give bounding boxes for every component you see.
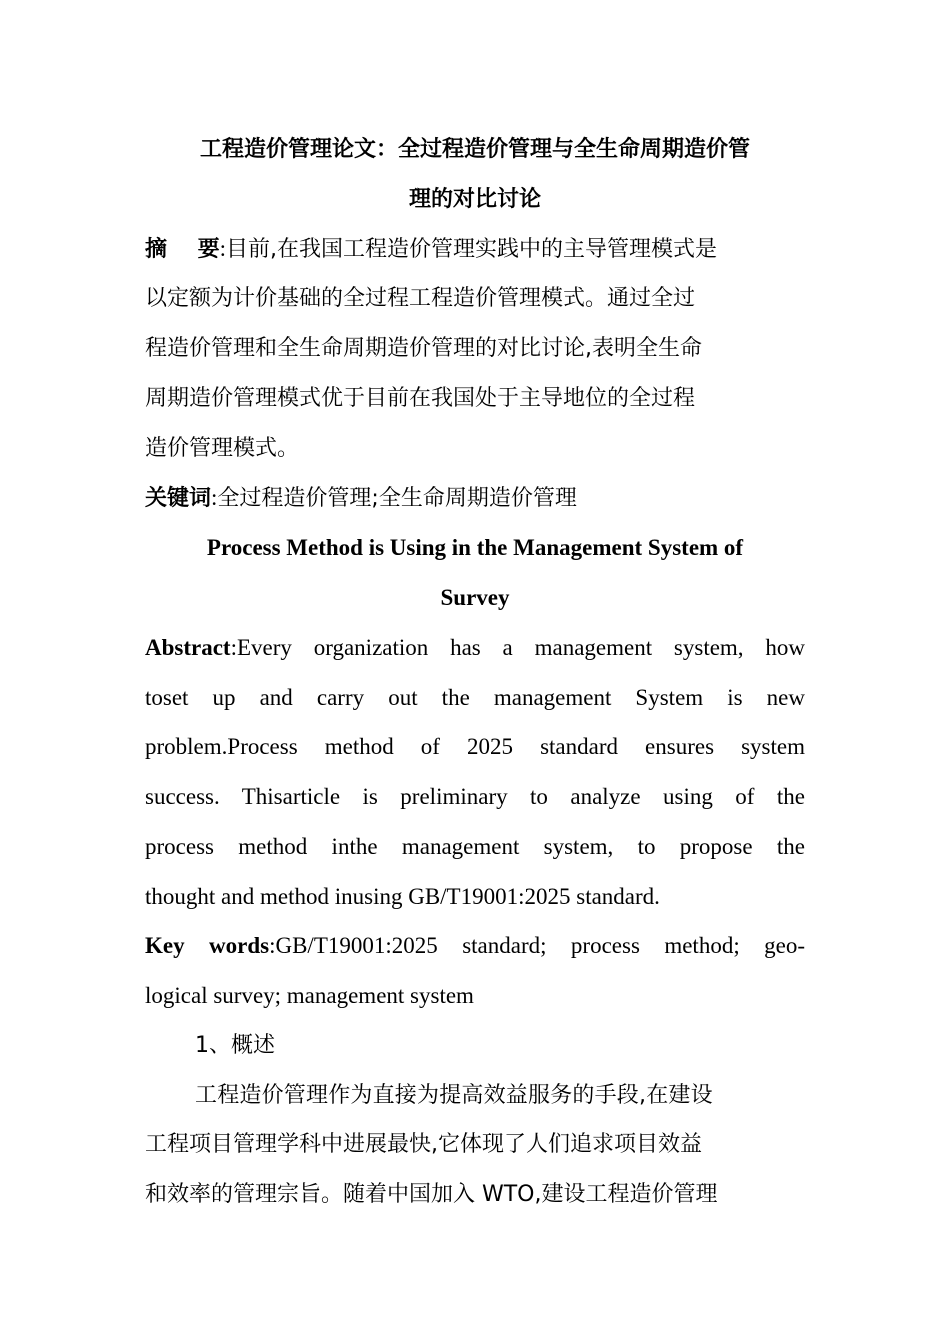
abstract-cn-line-1: [145, 234, 805, 265]
abstract-cn-line-3: 程造价管理和全生命周期造价管理的对比讨论,表明全生命: [145, 336, 702, 361]
keywords-en-text: GB/T19001:2025 standard; process method; geo-: [275, 933, 805, 958]
abstract-en-line-4: success. Thisarticle is preliminary to analyze using of the: [145, 784, 805, 809]
abstract-cn-separator: :: [219, 236, 227, 261]
keywords-en-separator: :: [269, 933, 276, 958]
abstract-en-text: Every organization has a management system, how: [236, 635, 805, 660]
keywords-cn-label: 关键词: [145, 486, 212, 511]
keywords-cn: [145, 483, 805, 514]
keywords-cn-separator: :: [211, 485, 218, 510]
abstract-cn-text: 目前,在我国工程造价管理实践中的主导管理模式是: [226, 237, 718, 262]
title-en-line-2: Survey: [440, 585, 510, 610]
abstract-cn-line-2: 以定额为计价基础的全过程工程造价管理模式。通过全过: [145, 286, 696, 311]
keywords-en-line-1: [145, 931, 805, 961]
abstract-en-line-5: process method inthe management system, to propose the: [145, 834, 805, 859]
keywords-en-line-2: logical survey; management system: [145, 983, 474, 1008]
keywords-cn-text: 全过程造价管理;全生命周期造价管理: [217, 486, 577, 511]
title-cn-line-1: 工程造价管理论文：全过程造价管理与全生命周期造价管: [199, 137, 750, 162]
abstract-en-line-1: [145, 633, 805, 663]
abstract-cn-label: 摘 要: [145, 237, 220, 262]
abstract-cn-line-5: 造价管理模式。: [145, 436, 300, 461]
keywords-en-label: Key words: [145, 933, 270, 958]
title-en-line-1: Process Method is Using in the Management System of: [206, 535, 744, 560]
section-1-line-3: 和效率的管理宗旨。随着中国加入 WTO,建设工程造价管理: [145, 1182, 718, 1207]
section-1-line-2: 工程项目管理学科中进展最快,它体现了人们追求项目效益: [145, 1132, 702, 1157]
section-1-line-1: 工程造价管理作为直接为提高效益服务的手段,在建设: [195, 1083, 713, 1108]
title-cn-line-2: 理的对比讨论: [408, 187, 541, 212]
abstract-en-line-2: toset up and carry out the management System is new: [145, 685, 805, 710]
abstract-en-line-6: thought and method inusing GB/T19001:2025 standard.: [145, 884, 660, 909]
abstract-cn-line-4: 周期造价管理模式优于目前在我国处于主导地位的全过程: [145, 386, 696, 411]
section-1-heading: 1、概述: [195, 1033, 275, 1058]
abstract-en-line-3: problem.Process method of 2025 standard ensures system: [145, 734, 805, 759]
abstract-en-label: Abstract: [145, 635, 231, 660]
abstract-en-separator: :: [230, 635, 237, 660]
